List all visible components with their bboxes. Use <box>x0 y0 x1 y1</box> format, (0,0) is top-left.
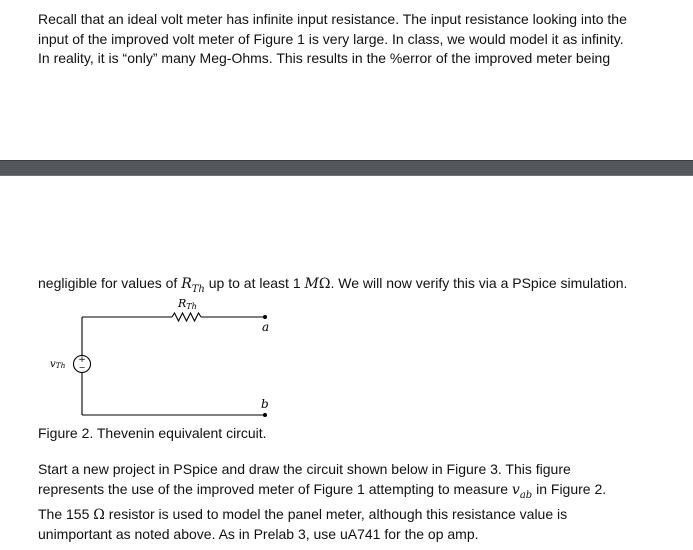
p3-line3-after: resistor is used to model the panel meter, although this resistance value is <box>104 505 568 522</box>
p3-ohm-symbol: Ω <box>93 506 105 523</box>
p3-var-vab <box>511 481 533 501</box>
source-plus-sign: + <box>78 355 86 365</box>
resistor-label <box>177 297 197 311</box>
p3-var-main: v <box>511 481 520 498</box>
resistor-label-sub: Th <box>186 302 197 311</box>
p2-after: . We will now verify this via a PSpice simulation. <box>330 275 628 291</box>
figure-caption: Figure 2. Thevenin equivalent circuit. <box>38 425 267 441</box>
p3-var-sub: ab <box>519 489 533 501</box>
p3-line3-before: The 155 <box>38 505 94 522</box>
p2-var-main: R <box>181 276 192 292</box>
paragraph-1: Recall that an ideal volt meter has infinite input resistance. The input resistance looking into the input of the improved volt meter of Figure 1 is very large. In class, we would model it as infinity. In reality, it is “only” many Meg-Ohms. This results in the %error of the improved meter being <box>38 11 627 66</box>
p2-var-sub: Th <box>191 283 205 295</box>
page-break-band <box>0 160 693 176</box>
resistor-rth-zigzag <box>172 313 201 321</box>
p2-unit-prefix: M <box>304 276 319 292</box>
terminal-b-dot <box>263 413 267 417</box>
source-label-main: v <box>50 359 56 370</box>
node-a-label: a <box>262 320 270 334</box>
p3-line2-before: represents the use of the improved meter of Figure 1 attempting to measure <box>38 480 512 497</box>
resistor-label-main: R <box>178 297 187 310</box>
p2-before: negligible for values of <box>38 275 182 291</box>
p3-line2-after: in Figure 2. <box>532 480 607 497</box>
p3-line1: Start a new project in PSpice and draw the circuit shown below in Figure 3. This figure <box>38 461 571 477</box>
thevenin-circuit-diagram <box>0 290 693 430</box>
paragraph-3 <box>38 460 678 545</box>
source-label-sub: Th <box>55 361 66 370</box>
terminal-a-dot <box>263 315 267 319</box>
node-b-label: b <box>261 397 269 411</box>
source-minus-sign: − <box>78 363 86 372</box>
source-label <box>50 359 66 370</box>
p2-middle: up to at least 1 <box>204 275 305 291</box>
p3-line4: unimportant as noted above. As in Prelab 3, use uA741 for the op amp. <box>38 526 479 543</box>
p2-unit-symbol: Ω <box>318 276 331 292</box>
